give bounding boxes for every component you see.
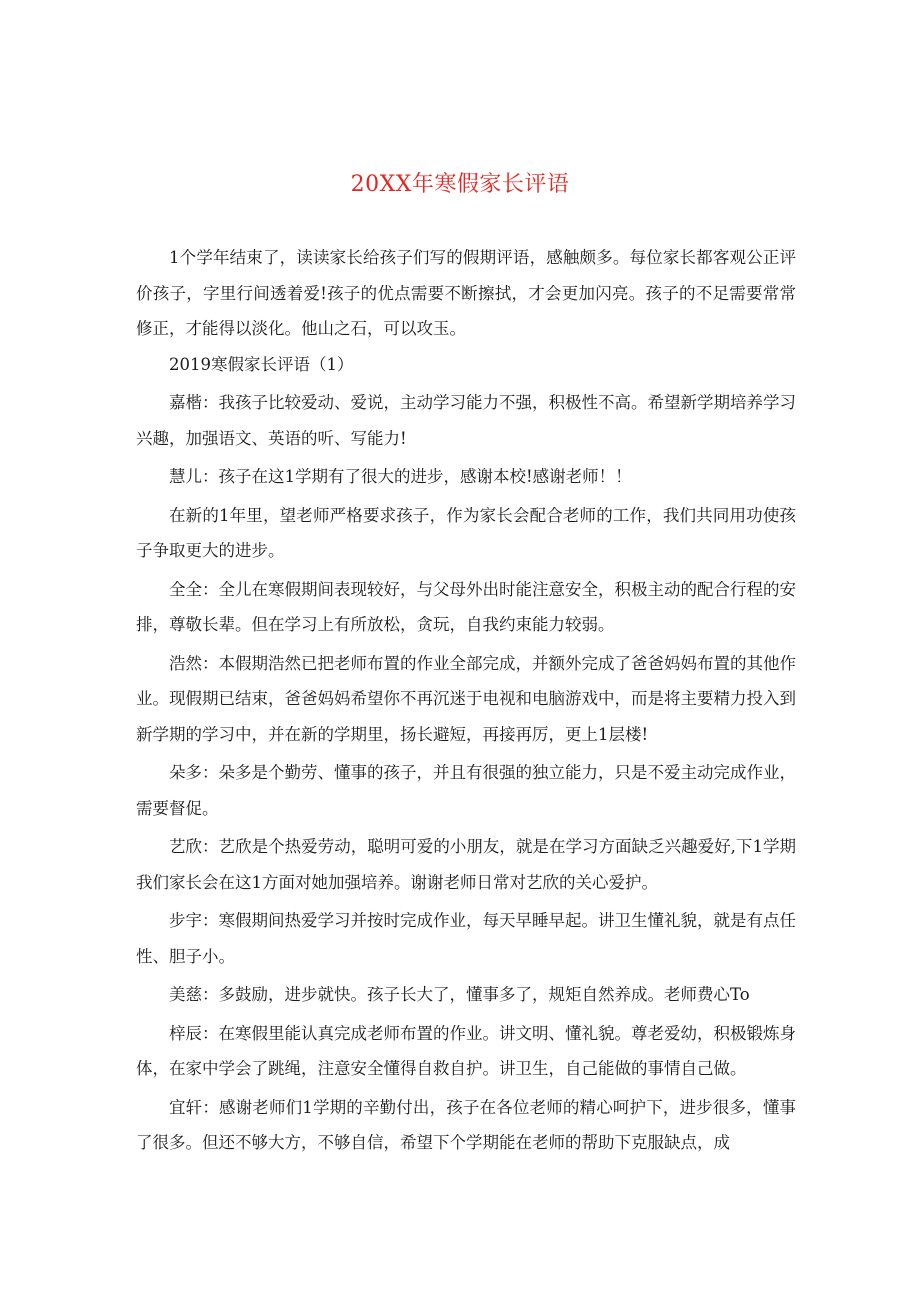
document-title: 20XX年寒假家长评语 bbox=[350, 172, 570, 197]
comment-paragraph: 美慈：多鼓励，进步就快。孩子长大了，懂事多了，规矩自然养成。老师费心To bbox=[169, 985, 750, 1004]
intro-paragraph: 1个学年结束了，读读家长给孩子们写的假期评语，感触颇多。每位家长都客观公正评价孩子，字里行间透着爱!孩子的优点需要不断擦拭，才会更加闪亮。孩子的不足需要常常修正，才能得以淡化。他山之石，可以攻玉。 bbox=[136, 248, 796, 338]
section-heading: 2019寒假家长评语（1） bbox=[169, 354, 354, 374]
comment-paragraph: 全全：全儿在寒假期间表现较好，与父母外出时能注意安全，积极主动的配合行程的安排，尊敬长辈。但在学习上有所放松，贪玩，自我约束能力较弱。 bbox=[136, 579, 796, 634]
comment-paragraph: 慧儿：孩子在这1学期有了很大的进步，感谢本校!感谢老师！！ bbox=[169, 467, 632, 486]
comment-paragraph: 在新的1年里，望老师严格要求孩子，作为家长会配合老师的工作，我们共同用功使孩子争取更大的进步。 bbox=[136, 505, 796, 560]
comment-paragraph: 步宇：寒假期间热爱学习并按时完成作业，每天早睡早起。讲卫生懂礼貌，就是有点任性、胆子小。 bbox=[136, 911, 796, 966]
comment-paragraph: 朵多：朵多是个勤劳、懂事的孩子，并且有很强的独立能力，只是不爱主动完成作业，需要督促。 bbox=[136, 763, 796, 818]
comment-paragraph: 宜轩：感谢老师们1学期的辛勤付出，孩子在各位老师的精心呵护下，进步很多，懂事了很多。但还不够大方，不够自信，希望下个学期能在老师的帮助下克服缺点，成 bbox=[136, 1097, 796, 1152]
comment-paragraph: 浩然：本假期浩然已把老师布置的作业全部完成，并额外完成了爸爸妈妈布置的其他作业。现假期已结束，爸爸妈妈希望你不再沉迷于电视和电脑游戏中，而是将主要精力投入到新学期的学习中，并在新的学期里，扬长避短，再接再厉，更上1层楼! bbox=[136, 653, 796, 744]
comment-paragraph: 梓辰：在寒假里能认真完成老师布置的作业。讲文明、懂礼貌。尊老爱幼，积极锻炼身体，在家中学会了跳绳，注意安全懂得自救自护。讲卫生，自己能做的事情自己做。 bbox=[136, 1023, 796, 1078]
comment-paragraph: 嘉楷：我孩子比较爱动、爱说，主动学习能力不强，积极性不高。希望新学期培养学习兴趣，加强语文、英语的听、写能力! bbox=[136, 393, 796, 448]
comment-paragraph: 艺欣：艺欣是个热爱劳动，聪明可爱的小朋友，就是在学习方面缺乏兴趣爱好,下1学期我们家长会在这1方面对她加强培养。谢谢老师日常对艺欣的关心爱护。 bbox=[136, 837, 796, 892]
document-body bbox=[136, 240, 796, 1161]
